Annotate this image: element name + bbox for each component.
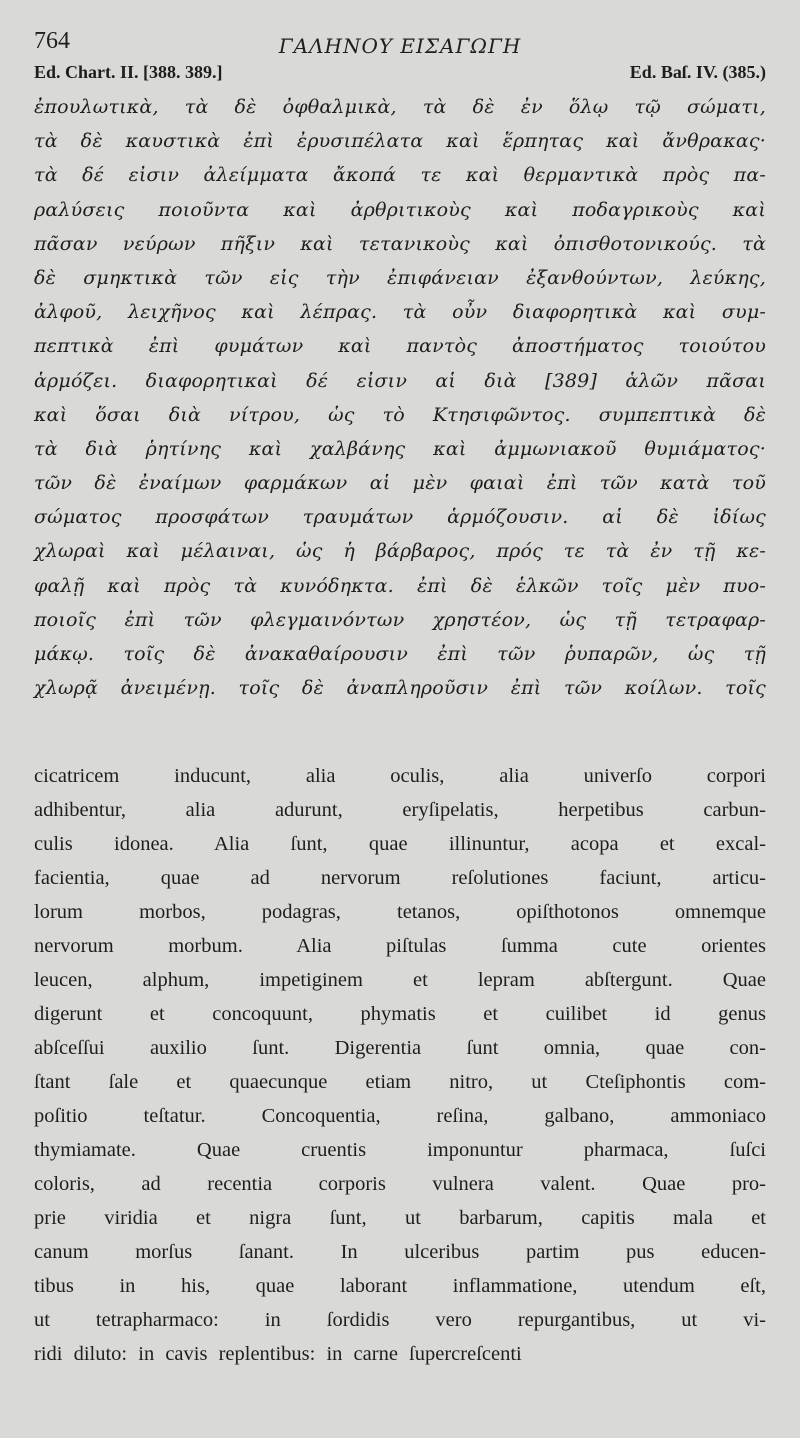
edition-reference-basel: Ed. Baſ. IV. (385.) bbox=[629, 62, 766, 82]
latin-text-line: prie viridia et nigra ſunt, ut barbarum, capitis mala et bbox=[34, 1207, 766, 1230]
greek-text-block bbox=[34, 90, 766, 705]
latin-text-line: facientia, quae ad nervorum reſolutiones faciunt, articu- bbox=[34, 867, 766, 890]
greek-text-line: ἁρμόζει. διαφορητικαὶ δέ εἰσιν αἱ διὰ [389] ἁλῶν πᾶσαι bbox=[34, 369, 766, 392]
latin-text-line: canum morſus ſanant. In ulceribus partim pus educen- bbox=[34, 1241, 766, 1264]
latin-text-line: leucen, alphum, impetiginem et lepram abſtergunt. Quae bbox=[34, 969, 766, 992]
latin-text-line: lorum morbos, podagras, tetanos, opiſthotonos omnemque bbox=[34, 901, 766, 924]
greek-text-line: πᾶσαν νεύρων πῆξιν καὶ τετανικοὺς καὶ ὀπισθοτονικούς. τὰ bbox=[34, 232, 766, 255]
latin-text-line: adhibentur, alia adurunt, eryſipelatis, herpetibus carbun- bbox=[34, 799, 766, 822]
greek-text-line: καὶ ὅσαι διὰ νίτρου, ὡς τὸ Κτησιφῶντος. συμπεπτικὰ δὲ bbox=[34, 403, 766, 426]
latin-text-line: ut tetrapharmaco: in ſordidis vero repurgantibus, ut vi- bbox=[34, 1309, 766, 1332]
latin-text-line: ſtant ſale et quaecunque etiam nitro, ut Cteſiphontis com- bbox=[34, 1071, 766, 1094]
latin-text-line: abſceſſui auxilio ſunt. Digerentia ſunt omnia, quae con- bbox=[34, 1037, 766, 1060]
latin-text-line: nervorum morbum. Alia piſtulas ſumma cute orientes bbox=[34, 935, 766, 958]
greek-text-line: τῶν δὲ ἐναίμων φαρμάκων αἱ μὲν φαιαὶ ἐπὶ τῶν κατὰ τοῦ bbox=[34, 472, 766, 495]
greek-text-line: ραλύσεις ποιοῦντα καὶ ἀρθριτικοὺς καὶ ποδαγρικοὺς καὶ bbox=[34, 198, 766, 221]
greek-text-line: πεπτικὰ ἐπὶ φυμάτων καὶ παντὸς ἀποστήματος τοιούτου bbox=[34, 335, 766, 358]
edition-reference-line bbox=[34, 62, 766, 88]
greek-text-line: ἐπουλωτικὰ, τὰ δὲ ὀφθαλμικὰ, τὰ δὲ ἐν ὅλῳ τῷ σώματι, bbox=[34, 96, 766, 118]
page-header bbox=[34, 28, 766, 62]
greek-text-line: τὰ διὰ ῥητίνης καὶ χαλβάνης καὶ ἀμμωνιακοῦ θυμιάματος· bbox=[34, 437, 766, 460]
greek-text-line: ἀλφοῦ, λειχῆνος καὶ λέπρας. τὰ οὖν διαφορητικὰ καὶ συμ- bbox=[34, 301, 766, 324]
latin-text-line: coloris, ad recentia corporis vulnera valent. Quae pro- bbox=[34, 1173, 766, 1196]
latin-text-line: culis idonea. Alia ſunt, quae illinuntur, acopa et excal- bbox=[34, 833, 766, 856]
greek-text-line: χλωραὶ καὶ μέλαιναι, ὡς ἡ βάρβαρος, πρός τε τὰ ἐν τῇ κε- bbox=[34, 540, 766, 563]
greek-text-line: ποιοῖς ἐπὶ τῶν φλεγμαινόντων χρηστέον, ὡς τῇ τετραφαρ- bbox=[34, 608, 766, 631]
running-title: ΓΑΛΗΝΟΥ ΕΙΣΑΓΩΓΗ bbox=[278, 34, 522, 58]
edition-reference-chart: Ed. Chart. II. [388. 389.] bbox=[34, 62, 223, 82]
greek-text-line: τὰ δὲ καυστικὰ ἐπὶ ἐρυσιπέλατα καὶ ἕρπητας καὶ ἄνθρακας· bbox=[34, 130, 766, 153]
greek-text-line: δὲ σμηκτικὰ τῶν εἰς τὴν ἐπιφάνειαν ἐξανθούντων, λεύκης, bbox=[34, 266, 766, 289]
greek-text-line: τὰ δέ εἰσιν ἀλείμματα ἄκοπά τε καὶ θερμαντικὰ πρὸς πα- bbox=[34, 164, 766, 187]
page-number: 764 bbox=[34, 28, 70, 54]
latin-text-line: thymiamate. Quae cruentis imponuntur pharmaca, ſuſci bbox=[34, 1139, 766, 1162]
greek-text-line: φαλῇ καὶ πρὸς τὰ κυνόδηκτα. ἐπὶ δὲ ἑλκῶν τοῖς μὲν πυο- bbox=[34, 574, 766, 597]
greek-text-line: χλωρᾷ ἀνειμένῃ. τοῖς δὲ ἀναπληροῦσιν ἐπὶ τῶν κοίλων. τοῖς bbox=[34, 677, 766, 700]
latin-text-line: digerunt et concoquunt, phymatis et cuilibet id genus bbox=[34, 1003, 766, 1026]
latin-text-line: cicatricem inducunt, alia oculis, alia univerſo corpori bbox=[34, 765, 766, 788]
latin-text-line: ridi diluto: in cavis replentibus: in carne ſupercreſcenti bbox=[34, 1343, 522, 1366]
latin-text-line: tibus in his, quae laborant inflammatione, utendum eſt, bbox=[34, 1275, 766, 1298]
latin-text-block bbox=[34, 759, 766, 1371]
latin-text-line: poſitio teſtatur. Concoquentia, reſina, galbano, ammoniaco bbox=[34, 1105, 766, 1128]
greek-text-line: σώματος προσφάτων τραυμάτων ἁρμόζουσιν. αἱ δὲ ἰδίως bbox=[34, 506, 766, 529]
greek-text-line: μάκῳ. τοῖς δὲ ἀνακαθαίρουσιν ἐπὶ τῶν ῥυπαρῶν, ὡς τῇ bbox=[34, 643, 766, 665]
